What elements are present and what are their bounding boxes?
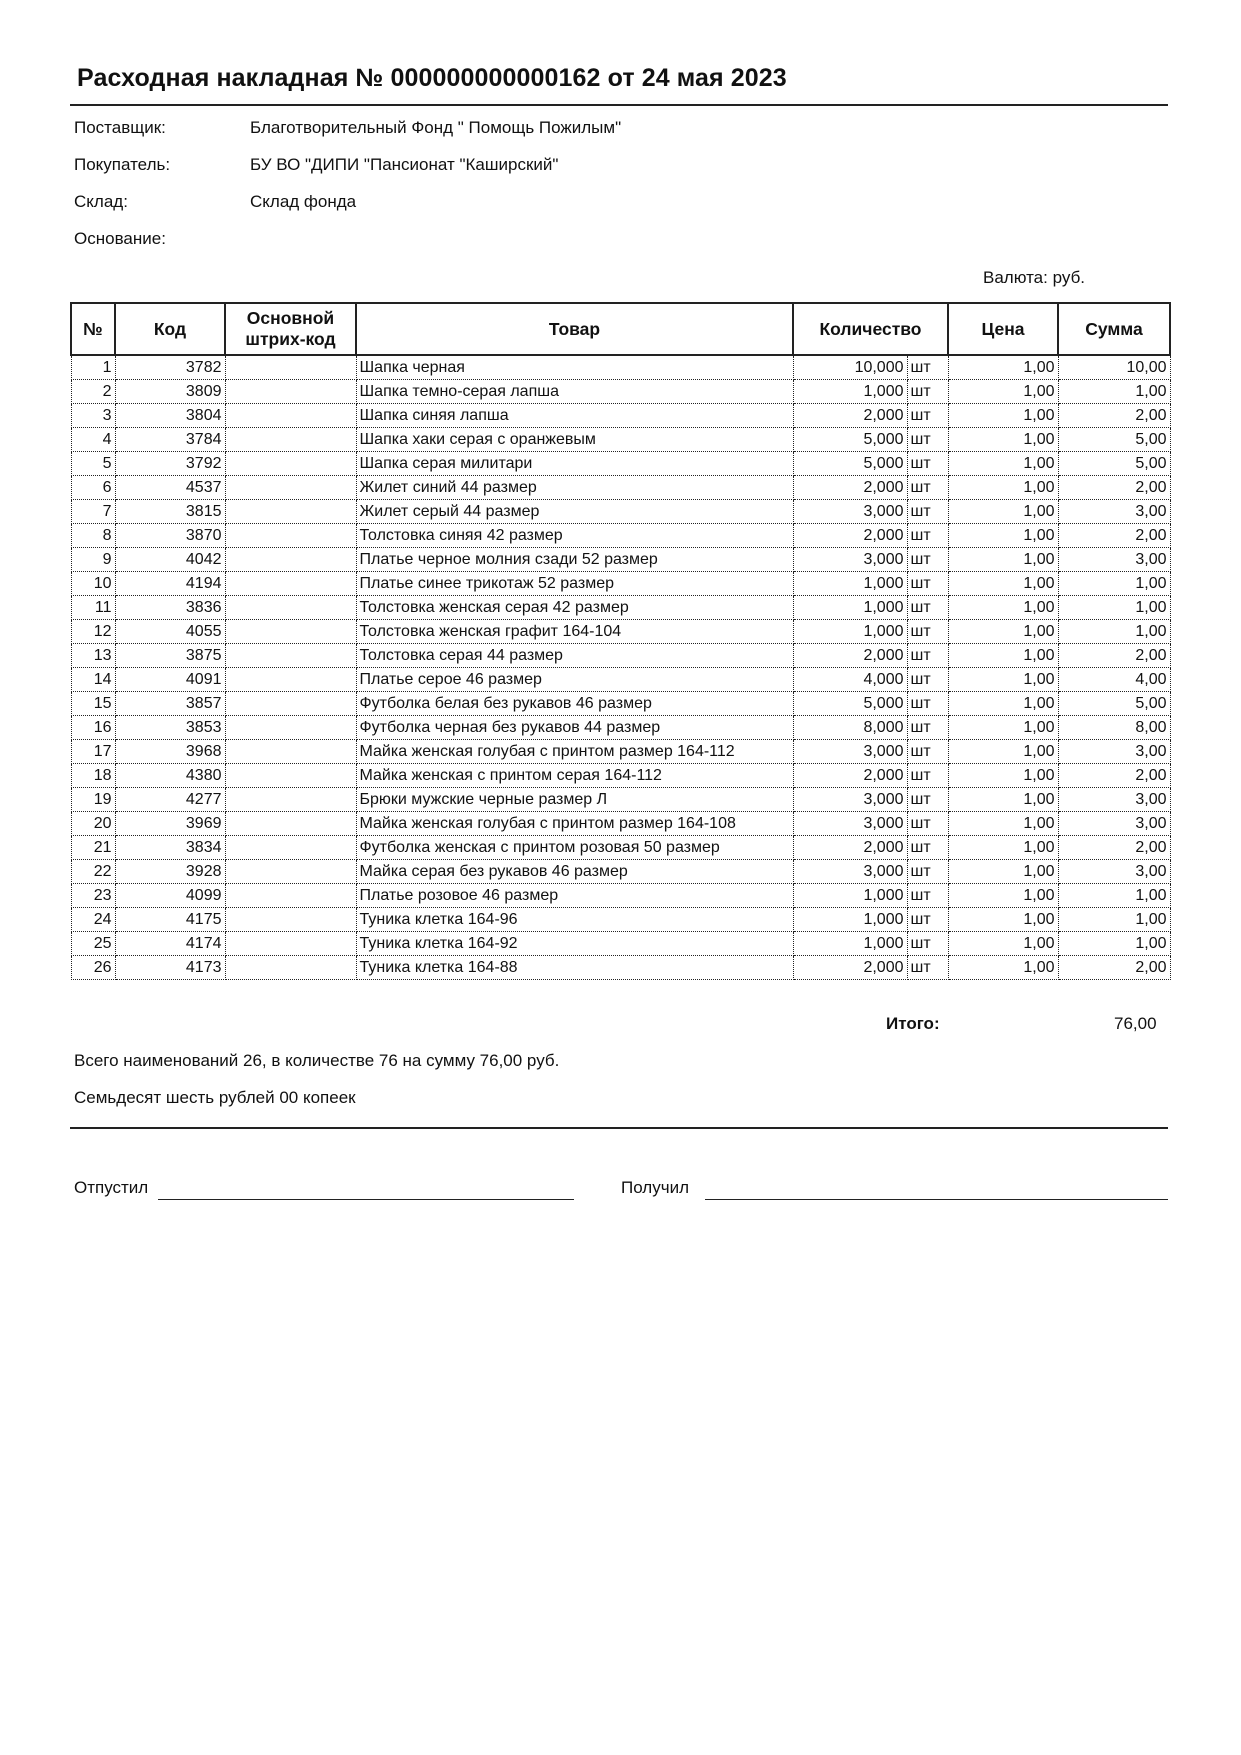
table-row (71, 572, 1170, 596)
row-barcode (225, 620, 356, 644)
row-sum: 2,00 (1058, 764, 1170, 788)
table-row (71, 620, 1170, 644)
row-num: 9 (71, 548, 115, 572)
table-row (71, 404, 1170, 428)
row-qty: 2,000 (793, 644, 907, 668)
buyer-label: Покупатель: (74, 155, 171, 174)
row-price: 1,00 (948, 884, 1058, 908)
row-num: 18 (71, 764, 115, 788)
buyer-value: БУ ВО "ДИПИ "Пансионат "Каширский" (250, 155, 559, 174)
row-sum: 3,00 (1058, 812, 1170, 836)
row-price: 1,00 (948, 452, 1058, 476)
row-unit: шт (907, 548, 948, 572)
row-num: 14 (71, 668, 115, 692)
total-label: Итого: (886, 1014, 940, 1033)
table-row (71, 428, 1170, 452)
row-price: 1,00 (948, 692, 1058, 716)
row-num: 25 (71, 932, 115, 956)
row-price: 1,00 (948, 428, 1058, 452)
row-barcode (225, 740, 356, 764)
currency-label: Валюта: (983, 268, 1048, 287)
row-barcode (225, 956, 356, 980)
row-num: 26 (71, 956, 115, 980)
row-code: 3853 (115, 716, 225, 740)
row-item: Майка женская с принтом серая 164-112 (356, 764, 793, 788)
row-sum: 3,00 (1058, 548, 1170, 572)
row-price: 1,00 (948, 764, 1058, 788)
row-unit: шт (907, 476, 948, 500)
row-sum: 8,00 (1058, 716, 1170, 740)
row-item: Шапка хаки серая с оранжевым (356, 428, 793, 452)
row-sum: 3,00 (1058, 500, 1170, 524)
row-price: 1,00 (948, 476, 1058, 500)
row-barcode (225, 452, 356, 476)
row-barcode (225, 404, 356, 428)
row-sum: 2,00 (1058, 836, 1170, 860)
row-item: Футболка черная без рукавов 44 размер (356, 716, 793, 740)
received-label: Получил (621, 1178, 689, 1197)
row-unit: шт (907, 740, 948, 764)
row-item: Шапка темно-серая лапша (356, 380, 793, 404)
row-unit: шт (907, 668, 948, 692)
row-qty: 2,000 (793, 524, 907, 548)
row-sum: 1,00 (1058, 596, 1170, 620)
table-row (71, 380, 1170, 404)
row-item: Майка женская голубая с принтом размер 164-108 (356, 812, 793, 836)
row-sum: 5,00 (1058, 428, 1170, 452)
items-table (70, 302, 1171, 980)
row-price: 1,00 (948, 740, 1058, 764)
row-qty: 3,000 (793, 500, 907, 524)
header-barcode-line1: Основной (246, 308, 335, 328)
table-row (71, 644, 1170, 668)
row-code: 4042 (115, 548, 225, 572)
table-row (71, 548, 1170, 572)
row-item: Брюки мужские черные размер Л (356, 788, 793, 812)
row-unit: шт (907, 908, 948, 932)
row-code: 3928 (115, 860, 225, 884)
row-code: 4173 (115, 956, 225, 980)
row-unit: шт (907, 596, 948, 620)
row-qty: 4,000 (793, 668, 907, 692)
row-code: 4537 (115, 476, 225, 500)
row-item: Платье розовое 46 размер (356, 884, 793, 908)
row-num: 16 (71, 716, 115, 740)
row-code: 3782 (115, 355, 225, 380)
row-item: Толстовка женская графит 164-104 (356, 620, 793, 644)
row-unit: шт (907, 644, 948, 668)
table-header-row (71, 303, 1170, 355)
header-barcode (225, 303, 356, 355)
bottom-divider (70, 1127, 1168, 1129)
row-price: 1,00 (948, 956, 1058, 980)
row-item: Жилет синий 44 размер (356, 476, 793, 500)
table-row (71, 812, 1170, 836)
row-num: 6 (71, 476, 115, 500)
row-sum: 1,00 (1058, 620, 1170, 644)
row-sum: 1,00 (1058, 884, 1170, 908)
table-row (71, 764, 1170, 788)
row-num: 12 (71, 620, 115, 644)
row-unit: шт (907, 452, 948, 476)
row-unit: шт (907, 716, 948, 740)
row-sum: 2,00 (1058, 644, 1170, 668)
row-item: Туника клетка 164-88 (356, 956, 793, 980)
row-unit: шт (907, 572, 948, 596)
row-unit: шт (907, 836, 948, 860)
row-barcode (225, 548, 356, 572)
row-unit: шт (907, 428, 948, 452)
row-sum: 2,00 (1058, 524, 1170, 548)
table-row (71, 668, 1170, 692)
row-barcode (225, 476, 356, 500)
row-unit: шт (907, 932, 948, 956)
row-barcode (225, 596, 356, 620)
row-barcode (225, 908, 356, 932)
row-code: 4174 (115, 932, 225, 956)
received-signature-line (705, 1199, 1168, 1200)
row-sum: 2,00 (1058, 476, 1170, 500)
header-code: Код (115, 303, 225, 355)
row-barcode (225, 860, 356, 884)
row-barcode (225, 572, 356, 596)
row-price: 1,00 (948, 572, 1058, 596)
released-label: Отпустил (74, 1178, 149, 1197)
row-qty: 1,000 (793, 596, 907, 620)
document-title: Расходная накладная № 000000000000162 от 24 мая 2023 (77, 64, 787, 92)
row-sum: 1,00 (1058, 572, 1170, 596)
row-sum: 10,00 (1058, 355, 1170, 380)
row-code: 4194 (115, 572, 225, 596)
row-barcode (225, 524, 356, 548)
header-sum: Сумма (1058, 303, 1170, 355)
supplier-value: Благотворительный Фонд " Помощь Пожилым" (250, 118, 622, 137)
row-price: 1,00 (948, 644, 1058, 668)
row-price: 1,00 (948, 716, 1058, 740)
header-barcode-line2: штрих-код (245, 329, 336, 349)
supplier-label: Поставщик: (74, 118, 166, 137)
row-item: Майка серая без рукавов 46 размер (356, 860, 793, 884)
header-item: Товар (356, 303, 793, 355)
row-unit: шт (907, 788, 948, 812)
row-unit: шт (907, 956, 948, 980)
row-sum: 3,00 (1058, 740, 1170, 764)
table-row (71, 956, 1170, 980)
row-num: 20 (71, 812, 115, 836)
row-qty: 3,000 (793, 548, 907, 572)
row-qty: 3,000 (793, 740, 907, 764)
row-num: 23 (71, 884, 115, 908)
row-qty: 3,000 (793, 812, 907, 836)
row-sum: 4,00 (1058, 668, 1170, 692)
row-item: Толстовка женская серая 42 размер (356, 596, 793, 620)
row-num: 7 (71, 500, 115, 524)
row-unit: шт (907, 404, 948, 428)
row-qty: 2,000 (793, 476, 907, 500)
row-qty: 1,000 (793, 932, 907, 956)
row-price: 1,00 (948, 355, 1058, 380)
row-num: 21 (71, 836, 115, 860)
row-unit: шт (907, 524, 948, 548)
row-item: Туника клетка 164-92 (356, 932, 793, 956)
row-qty: 3,000 (793, 860, 907, 884)
row-price: 1,00 (948, 836, 1058, 860)
row-sum: 3,00 (1058, 788, 1170, 812)
row-sum: 1,00 (1058, 932, 1170, 956)
table-row (71, 716, 1170, 740)
table-row (71, 836, 1170, 860)
row-item: Майка женская голубая с принтом размер 164-112 (356, 740, 793, 764)
row-price: 1,00 (948, 500, 1058, 524)
row-item: Футболка белая без рукавов 46 размер (356, 692, 793, 716)
total-value: 76,00 (1114, 1014, 1157, 1033)
row-unit: шт (907, 860, 948, 884)
row-sum: 5,00 (1058, 452, 1170, 476)
row-item: Шапка черная (356, 355, 793, 380)
row-code: 3804 (115, 404, 225, 428)
row-num: 2 (71, 380, 115, 404)
row-price: 1,00 (948, 596, 1058, 620)
table-row (71, 740, 1170, 764)
row-qty: 2,000 (793, 404, 907, 428)
row-price: 1,00 (948, 380, 1058, 404)
row-code: 3857 (115, 692, 225, 716)
row-barcode (225, 932, 356, 956)
row-qty: 3,000 (793, 788, 907, 812)
row-sum: 1,00 (1058, 380, 1170, 404)
row-code: 4277 (115, 788, 225, 812)
row-qty: 1,000 (793, 572, 907, 596)
summary-amount-words: Семьдесят шесть рублей 00 копеек (74, 1088, 356, 1107)
row-item: Футболка женская с принтом розовая 50 размер (356, 836, 793, 860)
row-num: 5 (71, 452, 115, 476)
table-row (71, 884, 1170, 908)
row-qty: 1,000 (793, 620, 907, 644)
row-price: 1,00 (948, 404, 1058, 428)
summary-count-line: Всего наименований 26, в количестве 76 на сумму 76,00 руб. (74, 1051, 560, 1070)
row-qty: 5,000 (793, 452, 907, 476)
table-row (71, 355, 1170, 380)
row-num: 11 (71, 596, 115, 620)
row-barcode (225, 380, 356, 404)
row-item: Платье черное молния сзади 52 размер (356, 548, 793, 572)
row-num: 4 (71, 428, 115, 452)
row-unit: шт (907, 620, 948, 644)
row-item: Толстовка серая 44 размер (356, 644, 793, 668)
row-code: 3792 (115, 452, 225, 476)
currency-value: руб. (1052, 268, 1086, 287)
row-price: 1,00 (948, 908, 1058, 932)
row-code: 4055 (115, 620, 225, 644)
row-num: 8 (71, 524, 115, 548)
row-barcode (225, 884, 356, 908)
row-sum: 2,00 (1058, 404, 1170, 428)
row-code: 3870 (115, 524, 225, 548)
row-num: 19 (71, 788, 115, 812)
row-code: 3875 (115, 644, 225, 668)
row-item: Жилет серый 44 размер (356, 500, 793, 524)
currency (983, 268, 1085, 288)
row-unit: шт (907, 884, 948, 908)
row-code: 3809 (115, 380, 225, 404)
table-row (71, 452, 1170, 476)
row-item: Туника клетка 164-96 (356, 908, 793, 932)
row-qty: 5,000 (793, 428, 907, 452)
row-sum: 2,00 (1058, 956, 1170, 980)
row-num: 3 (71, 404, 115, 428)
row-qty: 8,000 (793, 716, 907, 740)
row-num: 15 (71, 692, 115, 716)
row-unit: шт (907, 764, 948, 788)
row-barcode (225, 692, 356, 716)
row-code: 4091 (115, 668, 225, 692)
warehouse-value: Склад фонда (250, 192, 357, 211)
table-row (71, 524, 1170, 548)
row-qty: 2,000 (793, 956, 907, 980)
row-qty: 5,000 (793, 692, 907, 716)
table-row (71, 788, 1170, 812)
row-barcode (225, 812, 356, 836)
header-num: № (71, 303, 115, 355)
table-row (71, 692, 1170, 716)
row-sum: 1,00 (1058, 908, 1170, 932)
row-barcode (225, 788, 356, 812)
table-row (71, 860, 1170, 884)
row-item: Шапка синяя лапша (356, 404, 793, 428)
row-item: Шапка серая милитари (356, 452, 793, 476)
header-qty: Количество (793, 303, 948, 355)
row-price: 1,00 (948, 548, 1058, 572)
row-price: 1,00 (948, 668, 1058, 692)
row-num: 10 (71, 572, 115, 596)
row-barcode (225, 500, 356, 524)
table-row (71, 908, 1170, 932)
row-code: 3836 (115, 596, 225, 620)
row-sum: 5,00 (1058, 692, 1170, 716)
warehouse-label: Склад: (74, 192, 128, 211)
row-barcode (225, 644, 356, 668)
row-code: 3834 (115, 836, 225, 860)
released-signature-line (158, 1199, 574, 1200)
row-code: 4175 (115, 908, 225, 932)
row-item: Платье серое 46 размер (356, 668, 793, 692)
row-code: 4099 (115, 884, 225, 908)
row-num: 13 (71, 644, 115, 668)
row-qty: 10,000 (793, 355, 907, 380)
row-item: Платье синее трикотаж 52 размер (356, 572, 793, 596)
row-qty: 2,000 (793, 764, 907, 788)
row-num: 1 (71, 355, 115, 380)
row-price: 1,00 (948, 620, 1058, 644)
row-barcode (225, 716, 356, 740)
row-qty: 2,000 (793, 836, 907, 860)
row-price: 1,00 (948, 524, 1058, 548)
row-num: 24 (71, 908, 115, 932)
row-code: 3784 (115, 428, 225, 452)
row-barcode (225, 668, 356, 692)
row-code: 3968 (115, 740, 225, 764)
basis-label: Основание: (74, 229, 166, 248)
row-qty: 1,000 (793, 908, 907, 932)
row-barcode (225, 764, 356, 788)
row-price: 1,00 (948, 788, 1058, 812)
title-divider (70, 104, 1168, 106)
row-barcode (225, 428, 356, 452)
row-code: 3815 (115, 500, 225, 524)
row-item: Толстовка синяя 42 размер (356, 524, 793, 548)
row-price: 1,00 (948, 812, 1058, 836)
row-unit: шт (907, 692, 948, 716)
table-row (71, 476, 1170, 500)
row-barcode (225, 836, 356, 860)
header-price: Цена (948, 303, 1058, 355)
table-row (71, 932, 1170, 956)
row-price: 1,00 (948, 932, 1058, 956)
table-row (71, 596, 1170, 620)
row-qty: 1,000 (793, 884, 907, 908)
row-qty: 1,000 (793, 380, 907, 404)
row-code: 4380 (115, 764, 225, 788)
row-unit: шт (907, 500, 948, 524)
row-sum: 3,00 (1058, 860, 1170, 884)
row-price: 1,00 (948, 860, 1058, 884)
row-code: 3969 (115, 812, 225, 836)
row-barcode (225, 355, 356, 380)
row-num: 17 (71, 740, 115, 764)
row-num: 22 (71, 860, 115, 884)
table-row (71, 500, 1170, 524)
row-unit: шт (907, 355, 948, 380)
row-unit: шт (907, 812, 948, 836)
row-unit: шт (907, 380, 948, 404)
